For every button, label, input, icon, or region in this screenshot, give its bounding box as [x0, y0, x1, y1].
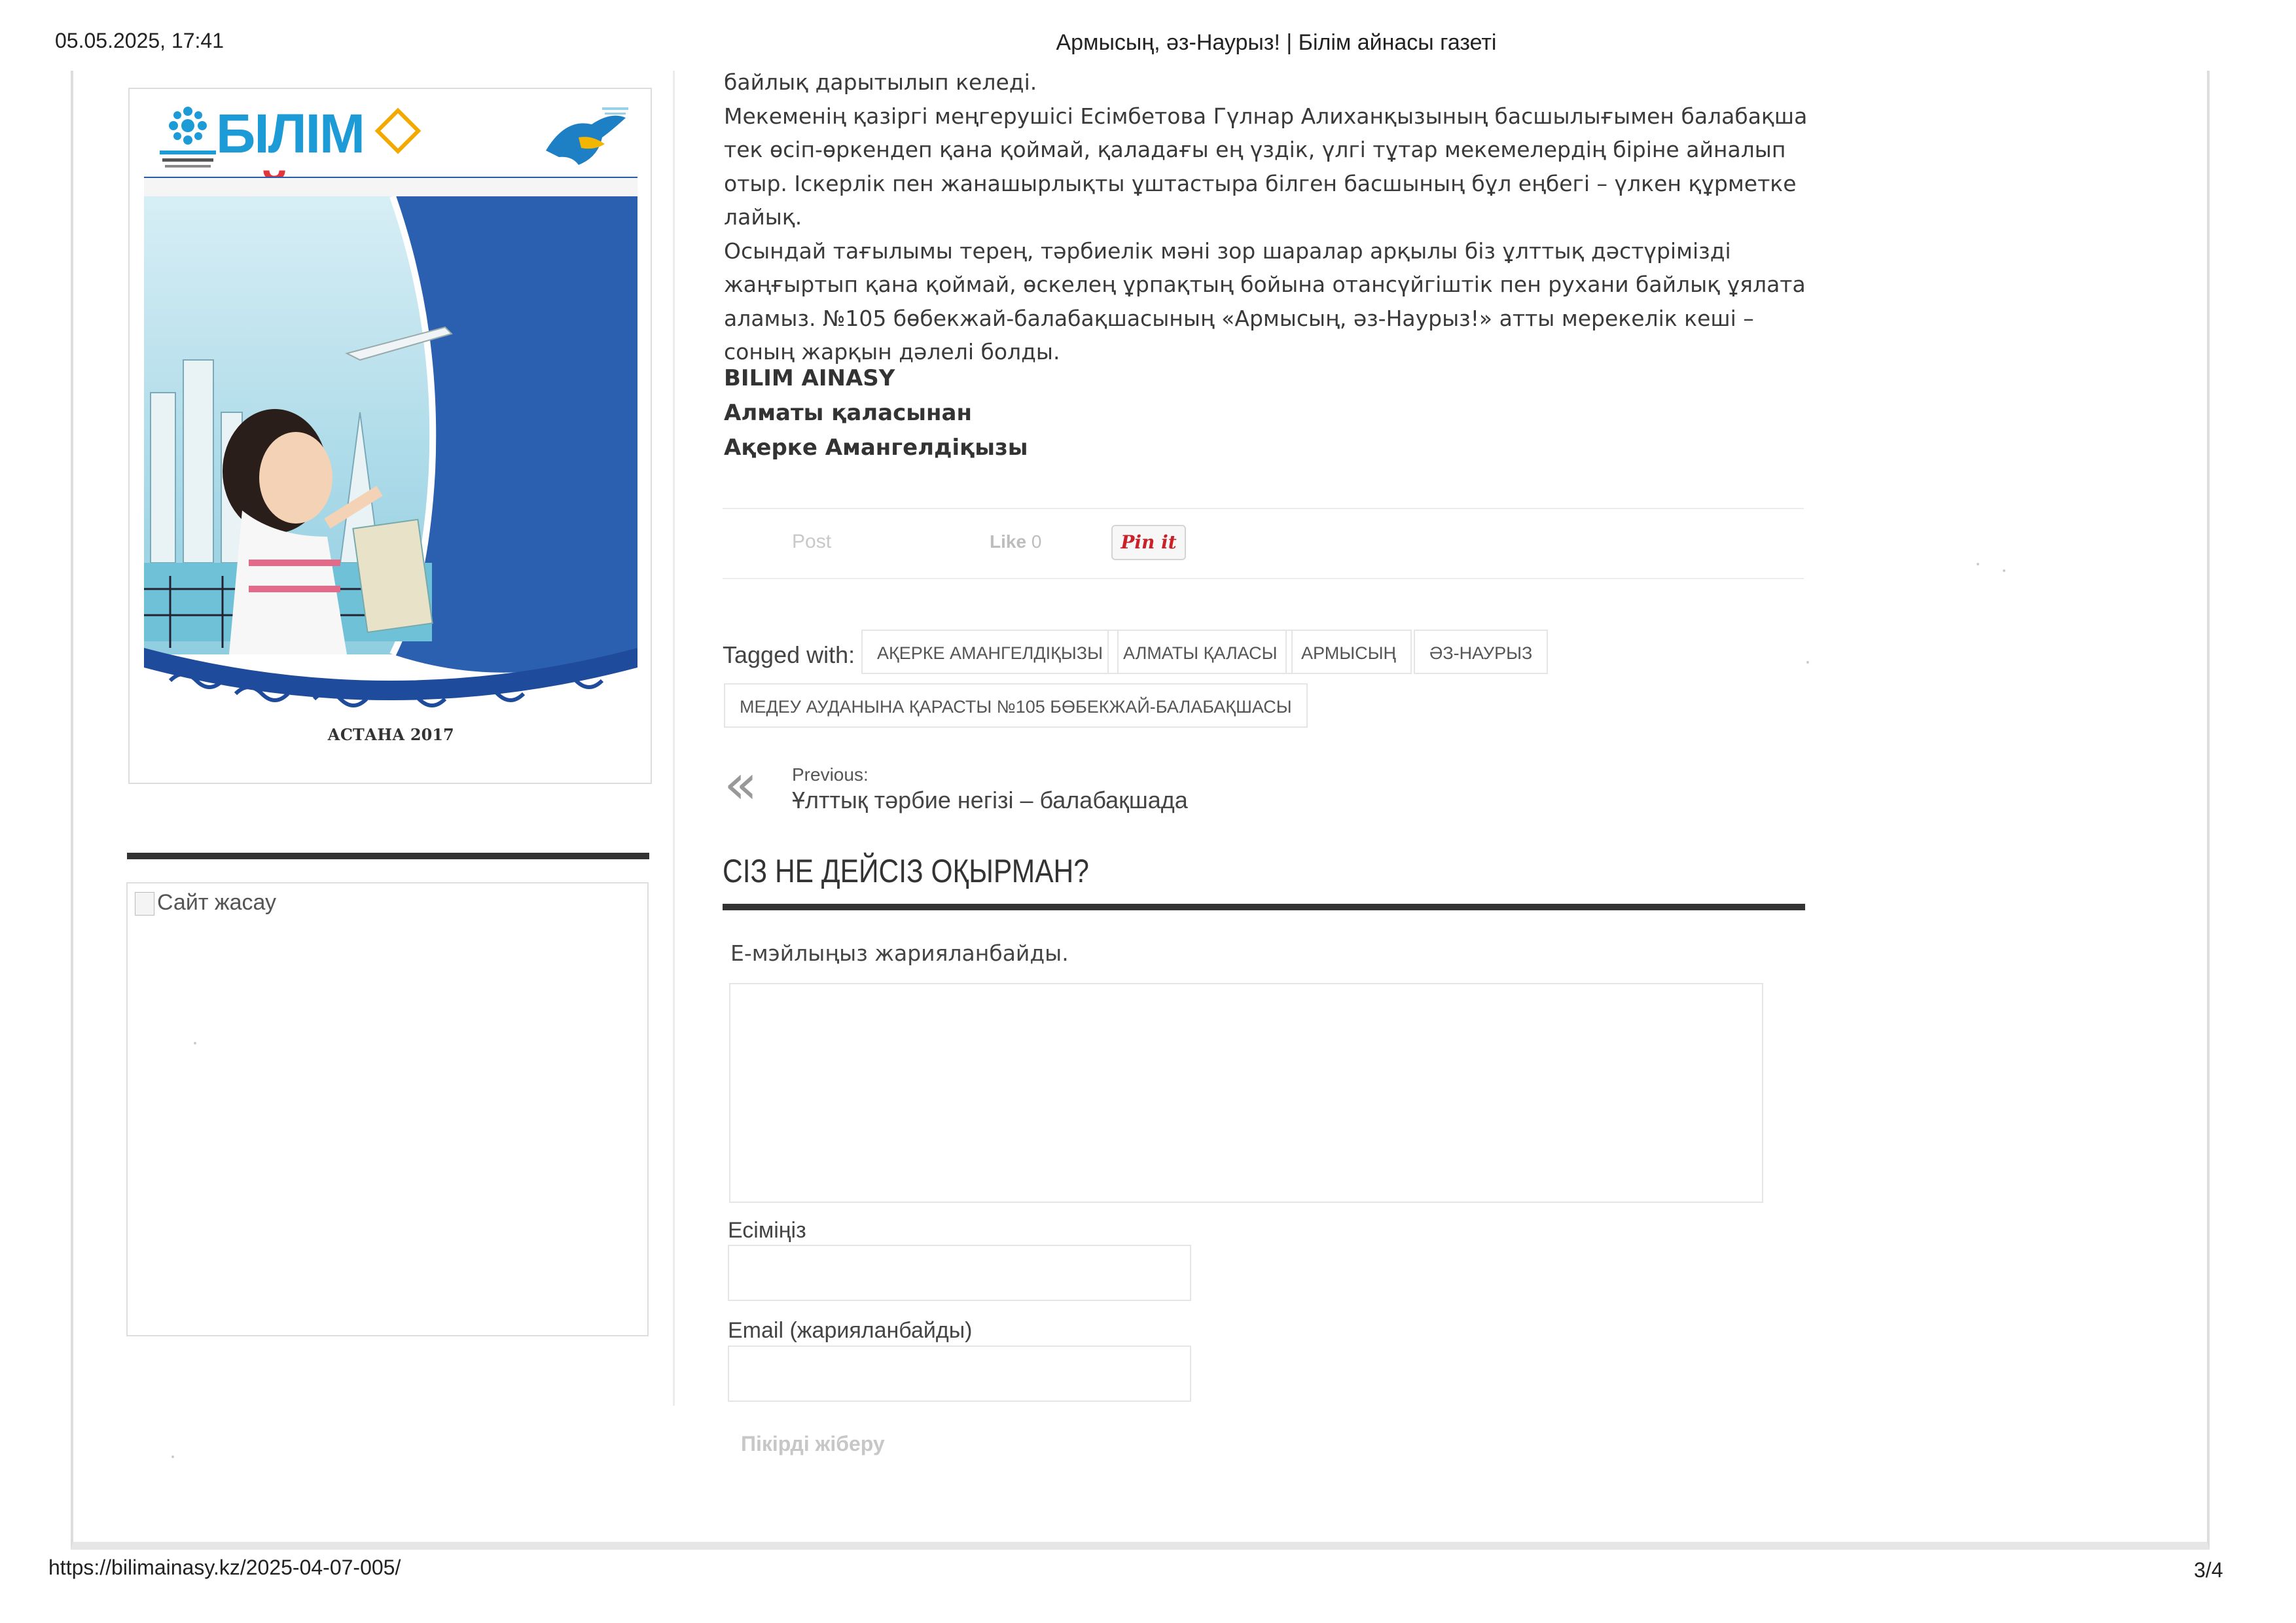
- scan-speck: [2003, 569, 2005, 572]
- tag-link[interactable]: АҚЕРКЕ АМАНГЕЛДІҚЫЗЫ: [861, 630, 1119, 674]
- tag-link[interactable]: АЛМАТЫ ҚАЛАСЫ: [1107, 630, 1293, 674]
- cover-illustration: [144, 196, 637, 720]
- share-divider-bottom: [723, 578, 1804, 579]
- double-chevron-left-icon[interactable]: «: [724, 752, 758, 816]
- eagle-logo-icon: [539, 105, 631, 170]
- broken-image-icon: [135, 892, 154, 916]
- previous-post-link[interactable]: Ұлттық тәрбие негізі – балабақшада: [792, 787, 1188, 813]
- name-label: Есіміңіз: [728, 1218, 806, 1243]
- cover-title: БІЛІМ: [216, 99, 530, 168]
- email-input[interactable]: [728, 1346, 1191, 1402]
- tag-link[interactable]: МЕДЕУ АУДАНЫНА ҚАРАСТЫ №105 БӨБЕКЖАЙ-БАЛАБАҚШАСЫ: [724, 683, 1308, 728]
- ad-banner[interactable]: [126, 882, 649, 1336]
- article-body: [724, 65, 1810, 369]
- name-input[interactable]: [728, 1245, 1191, 1301]
- byline-publication: BILIM AINASY: [724, 365, 895, 391]
- article-paragraph: Осындай тағылымы терең, тәрбиелік мәні зор шаралар арқылы біз ұлттық дәстүрімізді жаңғыртып қана қоймай, өскелең ұрпақтың бойына отансүйгіштік пен рухани байлық ұялата аламыз. №105 бөбекжай-балабақшасының «Армысың, әз-Наурыз!» атты мерекелік кеші – соның жарқын дәлелі болды.: [724, 238, 1806, 365]
- like-count: 0: [1031, 531, 1042, 552]
- like-label: Like: [990, 531, 1027, 552]
- tag-link[interactable]: АРМЫСЫҢ: [1285, 630, 1412, 674]
- magazine-cover[interactable]: [128, 88, 652, 784]
- tag-link[interactable]: ӘЗ-НАУРЫЗ: [1414, 630, 1548, 674]
- pin-it-button[interactable]: Pin it: [1111, 525, 1186, 560]
- article-paragraph: байлық дарытылып келеді.: [724, 69, 1037, 95]
- scan-speck: [194, 1042, 196, 1044]
- cover-subtitle-bar: [144, 177, 637, 198]
- email-label: Email (жарияланбайды): [728, 1318, 973, 1343]
- ad-alt-text: Сайт жасау: [157, 890, 277, 915]
- ad-broken-image[interactable]: [135, 890, 276, 916]
- byline-author: Ақерке Амангелдіқызы: [724, 435, 1028, 461]
- tagged-with-label: Tagged with:: [723, 641, 855, 668]
- share-divider-top: [723, 508, 1804, 509]
- scan-speck: [1806, 661, 1809, 664]
- previous-post-label: Previous:: [792, 764, 869, 785]
- sidebar-divider: [127, 853, 649, 859]
- column-divider: [673, 71, 675, 1406]
- print-url: https://bilimainasy.kz/2025-04-07-005/: [48, 1556, 401, 1579]
- email-notice: Е-мэйлыңыз жарияланбайды.: [730, 940, 1069, 966]
- scan-speck: [171, 1455, 174, 1458]
- comments-divider: [723, 904, 1805, 910]
- print-page-title: Армысың, әз-Наурыз! | Білім айнасы газеті: [1056, 30, 1497, 55]
- print-datetime: 05.05.2025, 17:41: [55, 29, 224, 52]
- cover-masthead: [144, 98, 637, 177]
- comment-textarea[interactable]: [729, 983, 1763, 1203]
- print-page-number: 3/4: [2194, 1558, 2223, 1582]
- like-button[interactable]: [990, 531, 1041, 552]
- submit-comment-button[interactable]: Пікірді жіберу: [728, 1427, 898, 1461]
- article-paragraph: Мекеменің қазіргі меңгерушісі Есімбетова Гүлнар Алиханқызының басшылығымен балабақша тек өсіп-өркендеп қана қоймай, қаладағы ең үздік, үлгі тұтар мекемелердің біріне айналып отыр. Іскерлік пен жанашырлықты ұштастыра білген басшының бұл еңбегі – үлкен құрметке лайық.: [724, 103, 1808, 230]
- kazakhstan-2050-logo-icon: [157, 102, 219, 173]
- comments-heading: СІЗ НЕ ДЕЙСІЗ ОҚЫРМАН?: [723, 853, 1089, 889]
- cover-footer: АСТАНА 2017: [327, 725, 454, 744]
- byline-location: Алматы қаласынан: [724, 400, 972, 426]
- article-byline: [724, 361, 1028, 465]
- scan-speck: [1977, 563, 1979, 565]
- post-share-button[interactable]: Post: [792, 531, 832, 552]
